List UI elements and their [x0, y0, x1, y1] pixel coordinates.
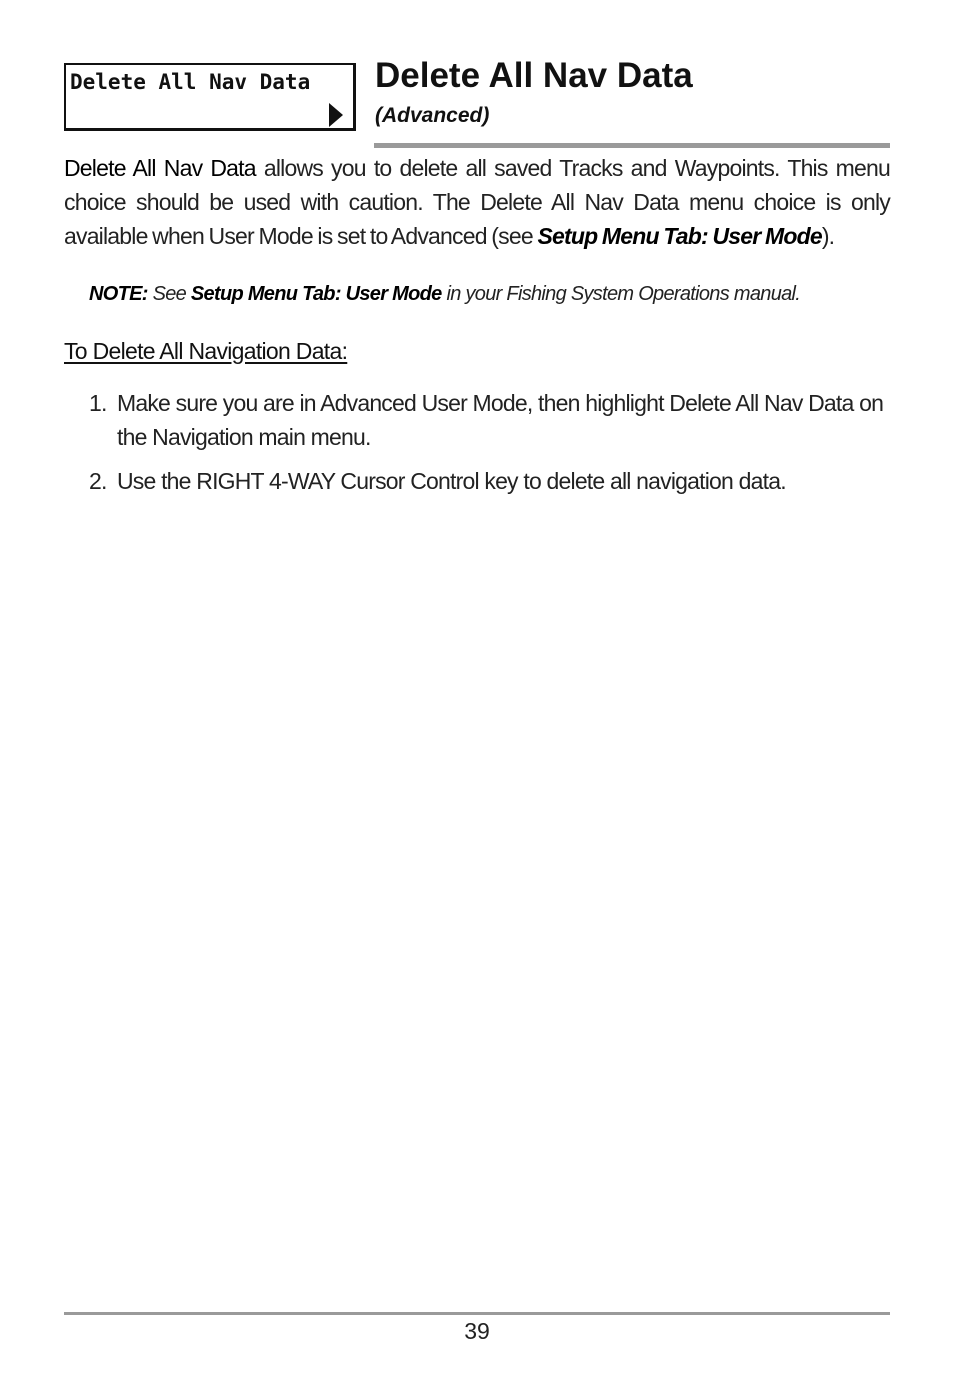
intro-paragraph — [64, 151, 890, 253]
page-title: Delete All Nav Data — [375, 56, 693, 95]
page-subtitle: (Advanced) — [375, 104, 490, 127]
procedure-heading: To Delete All Navigation Data: — [64, 338, 348, 364]
intro-end: ). — [821, 223, 835, 249]
note-label: NOTE: — [89, 283, 148, 305]
intro-reference: Setup Menu Tab: User Mode — [537, 223, 822, 249]
page-number: 39 — [464, 1318, 490, 1344]
note-see: See — [147, 283, 191, 305]
list-item — [89, 464, 889, 498]
footer-divider — [64, 1312, 890, 1315]
title-divider — [374, 143, 890, 148]
note-rest: in your Fishing System Operations manual. — [441, 283, 801, 305]
intro-text: allows you to delete all saved Tracks and Waypoints. This menu choice should be used with caution. The Delete All Nav Data menu choice is only available when User Mode is set to Advanced (see — [64, 155, 890, 249]
step-text: Make sure you are in Advanced User Mode, then highlight Delete All Nav Data on the Navigation main menu. — [117, 390, 884, 450]
note-reference: Setup Menu Tab: User Mode — [190, 283, 442, 305]
right-triangle-icon — [329, 103, 343, 127]
step-number: 1. — [89, 390, 107, 416]
list-item — [89, 386, 889, 454]
procedure-steps — [89, 386, 889, 508]
step-text: Use the RIGHT 4-WAY Cursor Control key to delete all navigation data. — [117, 468, 786, 494]
menu-item-box — [64, 63, 356, 131]
note-paragraph — [89, 279, 889, 309]
menu-item-label: Delete All Nav Data — [70, 70, 311, 94]
intro-lead: Delete All Nav Data — [64, 155, 256, 181]
step-number: 2. — [89, 468, 107, 494]
